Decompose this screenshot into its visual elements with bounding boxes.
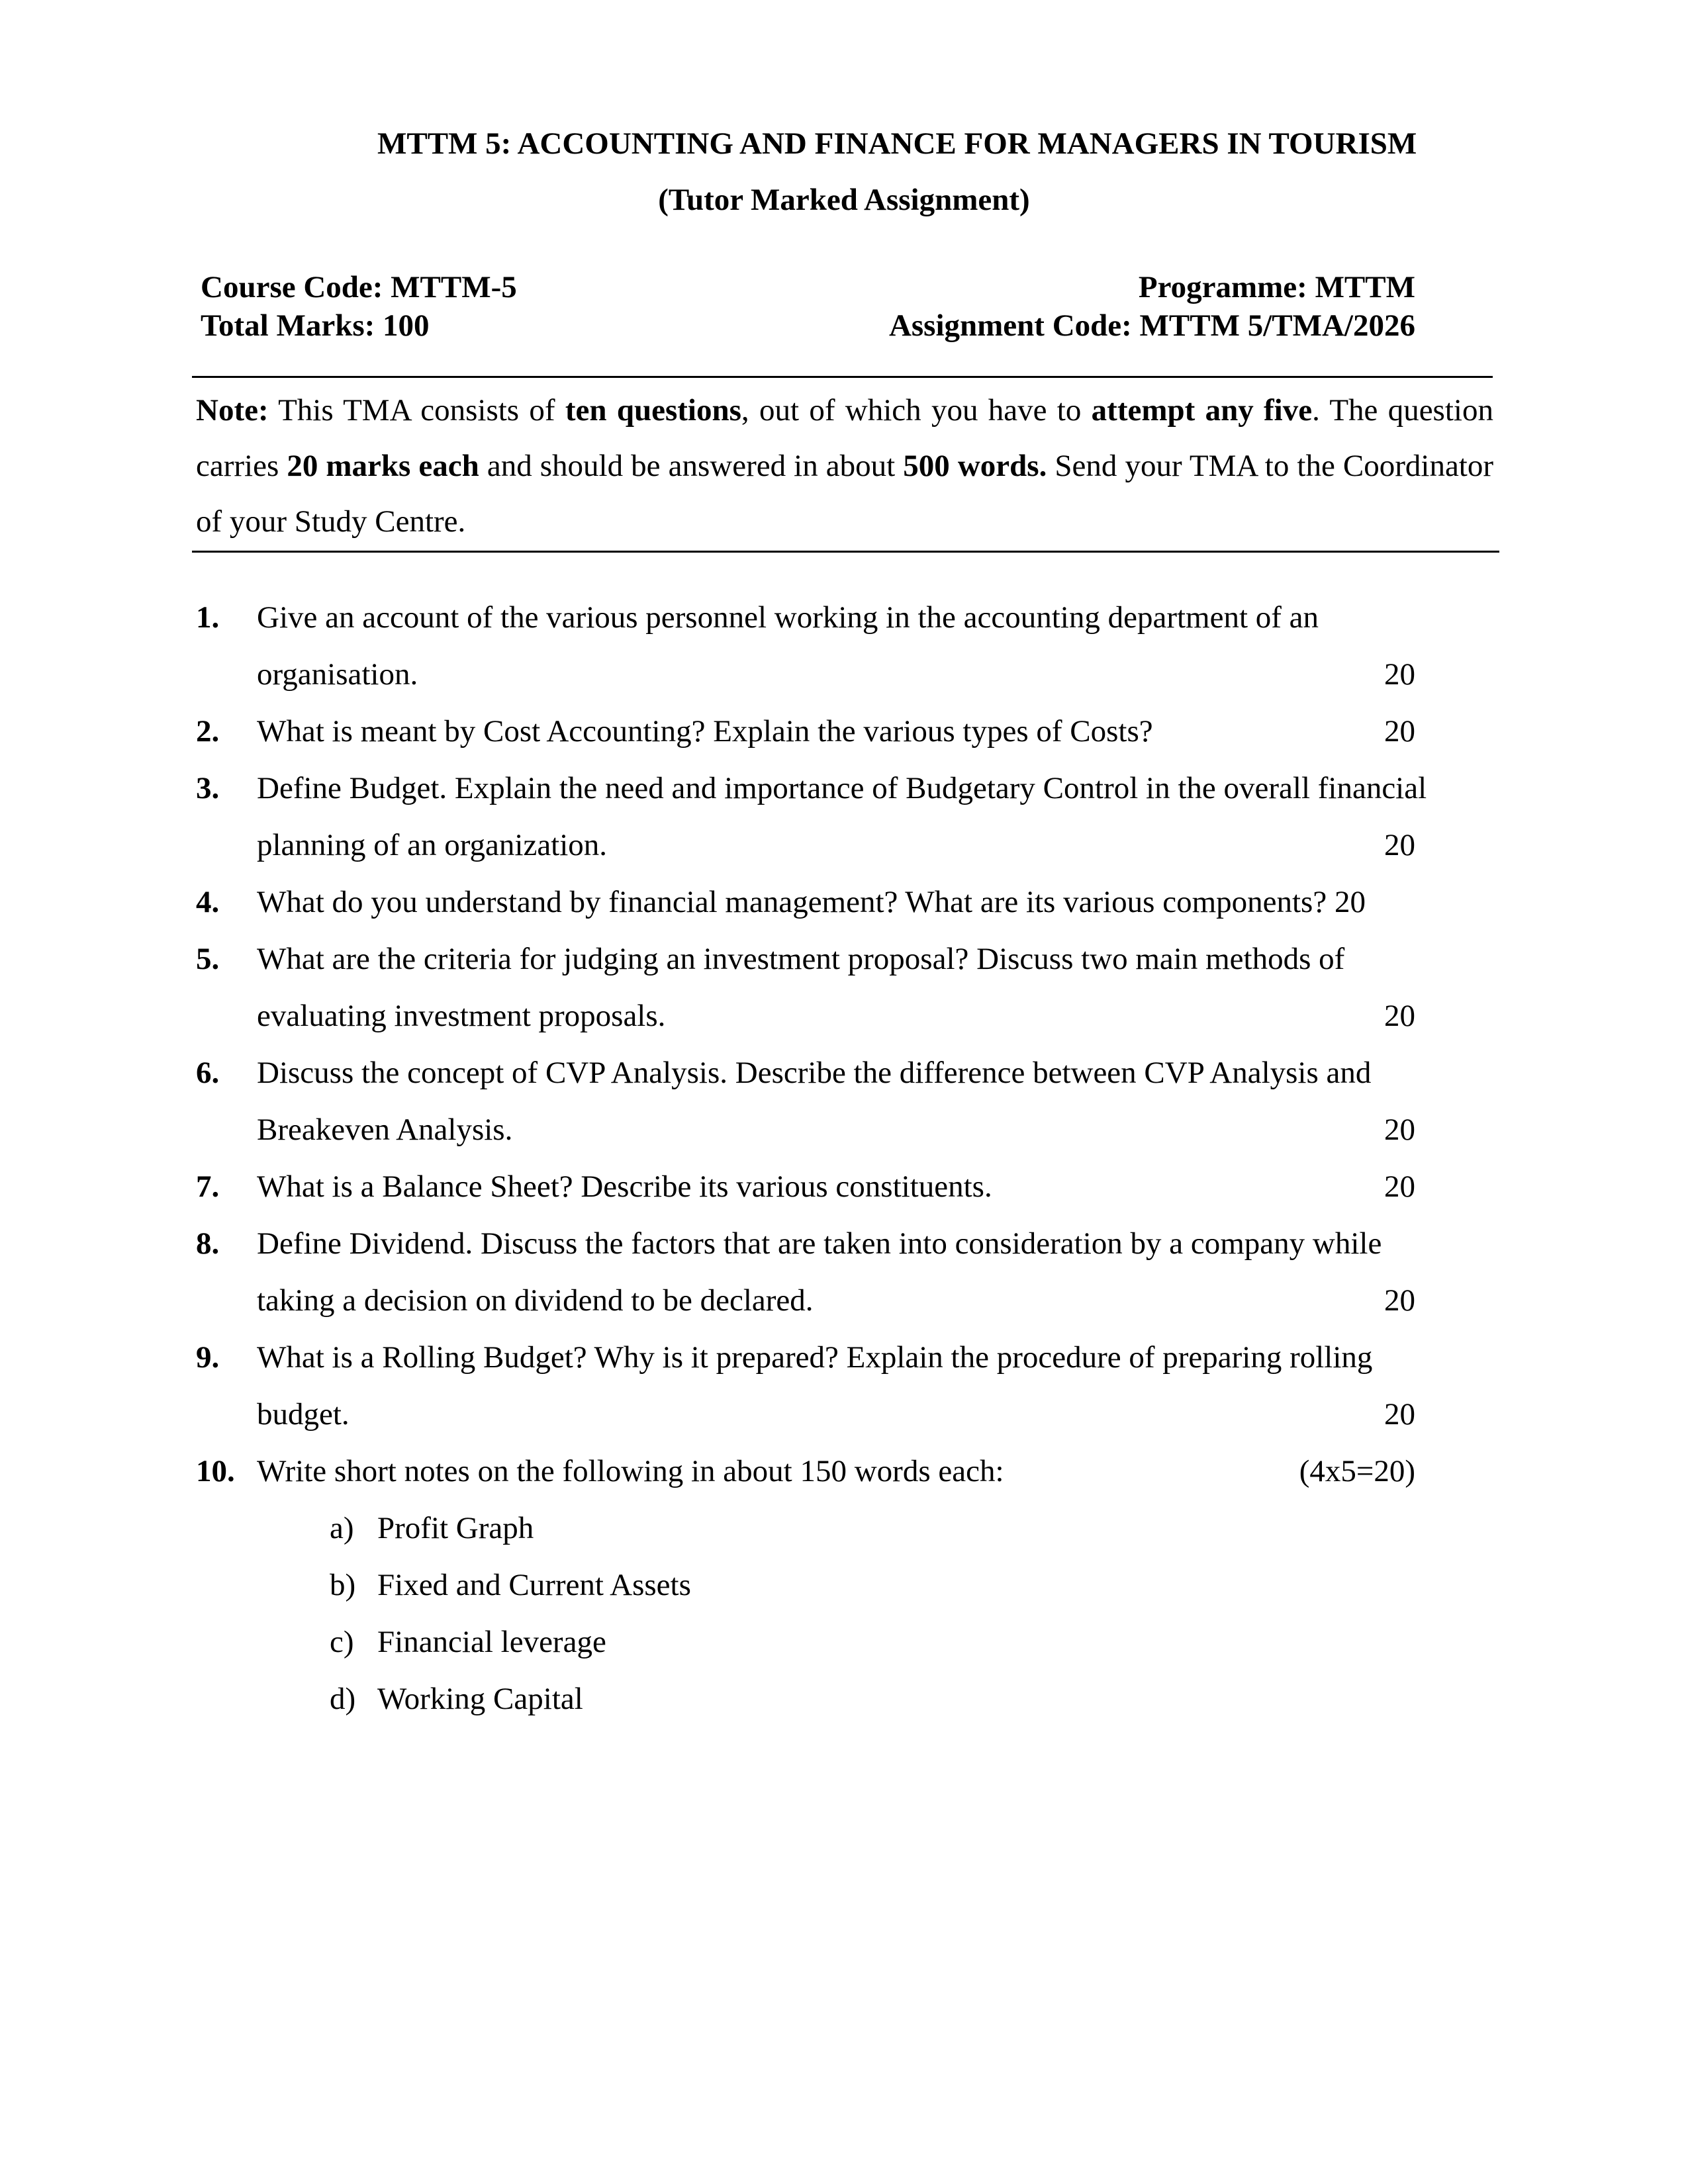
question-number: 4. [196,885,220,919]
question-text: What is a Balance Sheet? Describe its various constituents. [257,1169,992,1204]
meta-right [889,268,1415,345]
question-number: 8. [196,1226,220,1261]
question-number: 6. [196,1056,220,1090]
sub-item-letter: d) [330,1682,356,1716]
note-bold-1: ten questions [565,393,741,428]
question-text: Define Budget. Explain the need and importance of Budgetary Control in the overall financial [257,771,1427,805]
note-text-4: and should be answered in about [479,449,904,483]
question-item [196,1443,1497,1727]
question-text-line2-row [257,646,1497,703]
question-text-line2: Breakeven Analysis. [257,1113,513,1147]
question-item [196,1329,1497,1443]
question-text-line2-row [257,987,1497,1044]
note-label: Note: [196,393,269,428]
instructions-note [196,383,1493,549]
question-text-line2-row [257,817,1497,874]
question-number: 1. [196,600,220,635]
note-text-1: This TMA consists of [268,393,565,428]
question-text: What do you understand by financial management? What are its various components? [257,885,1327,919]
sub-item-text: Fixed and Current Assets [377,1568,691,1602]
question-text-line2-row [257,1101,1497,1158]
question-marks: 20 [1384,828,1415,862]
question-text-row [257,703,1497,760]
question-list [196,589,1497,1727]
note-text-5: Send your TMA to the Coordinator of your Study Centre. [196,449,1494,539]
question-number: 3. [196,771,220,805]
divider-top [192,376,1493,378]
question-text-line2: taking a decision on dividend to be declared. [257,1283,814,1318]
question-item [196,1044,1497,1158]
question-marks: 20 [1384,657,1415,692]
question-item [196,874,1497,931]
note-text-2: , out of which you have to [741,393,1092,428]
sub-item-letter: b) [330,1568,356,1602]
total-marks: Total Marks: 100 [201,308,430,343]
question-number: 7. [196,1169,220,1204]
question-text: Discuss the concept of CVP Analysis. Describe the difference between CVP Analysis and [257,1056,1372,1090]
question-text-row [257,1158,1497,1215]
sub-item [257,1500,1497,1557]
document-subtitle: (Tutor Marked Assignment) [658,183,1030,217]
question-item [196,931,1497,1044]
question-item [196,589,1497,703]
question-text: Define Dividend. Discuss the factors that are taken into consideration by a company while [257,1226,1382,1261]
question-text-line2: organisation. [257,657,418,692]
question-marks: 20 [1334,885,1366,919]
sub-item-text: Working Capital [377,1682,583,1716]
question-text: Give an account of the various personnel working in the accounting department of an [257,600,1319,635]
programme: Programme: MTTM [1138,270,1415,304]
assignment-code: Assignment Code: MTTM 5/TMA/2026 [888,308,1415,343]
question-number: 2. [196,714,220,749]
question-marks: 20 [1384,1397,1415,1432]
question-text-row [257,874,1497,931]
document-title: MTTM 5: ACCOUNTING AND FINANCE FOR MANAGERS IN TOURISM [377,126,1417,161]
sub-item [257,1670,1497,1727]
meta-left [201,268,517,345]
sub-item-text: Financial leverage [377,1625,606,1659]
note-bold-3: 20 marks each [287,449,479,483]
sub-item [257,1614,1497,1670]
question-text-line2-row [257,1272,1497,1329]
question-item [196,703,1497,760]
question-text-line2-row [257,1386,1497,1443]
sub-item-text: Profit Graph [377,1511,534,1545]
question-text-line2: planning of an organization. [257,828,608,862]
question-item [196,1158,1497,1215]
note-bold-2: attempt any five [1091,393,1313,428]
question-text: Write short notes on the following in about 150 words each: [257,1454,1004,1488]
question-text: What are the criteria for judging an investment proposal? Discuss two main methods of [257,942,1345,976]
question-text-line2: budget. [257,1397,350,1432]
question-text-row [257,1443,1497,1500]
note-text-3: . The question carries [196,393,1493,483]
note-bold-4: 500 words. [903,449,1047,483]
question-text-line2: evaluating investment proposals. [257,999,666,1033]
question-marks: (4x5=20) [1299,1454,1415,1488]
sub-item [257,1557,1497,1614]
question-marks: 20 [1384,1113,1415,1147]
divider-bottom [192,551,1499,553]
question-marks: 20 [1384,999,1415,1033]
question-number: 10. [196,1454,235,1488]
course-code: Course Code: MTTM-5 [201,270,517,304]
question-text: What is a Rolling Budget? Why is it prepared? Explain the procedure of preparing rolling [257,1340,1373,1375]
question-marks: 20 [1384,1169,1415,1204]
sub-item-letter: c) [330,1625,354,1659]
question-marks: 20 [1384,714,1415,749]
question-item [196,760,1497,874]
question-item [196,1215,1497,1329]
question-number: 9. [196,1340,220,1375]
question-number: 5. [196,942,220,976]
sub-item-letter: a) [330,1511,354,1545]
question-text: What is meant by Cost Accounting? Explain the various types of Costs? [257,714,1153,749]
question-marks: 20 [1384,1283,1415,1318]
